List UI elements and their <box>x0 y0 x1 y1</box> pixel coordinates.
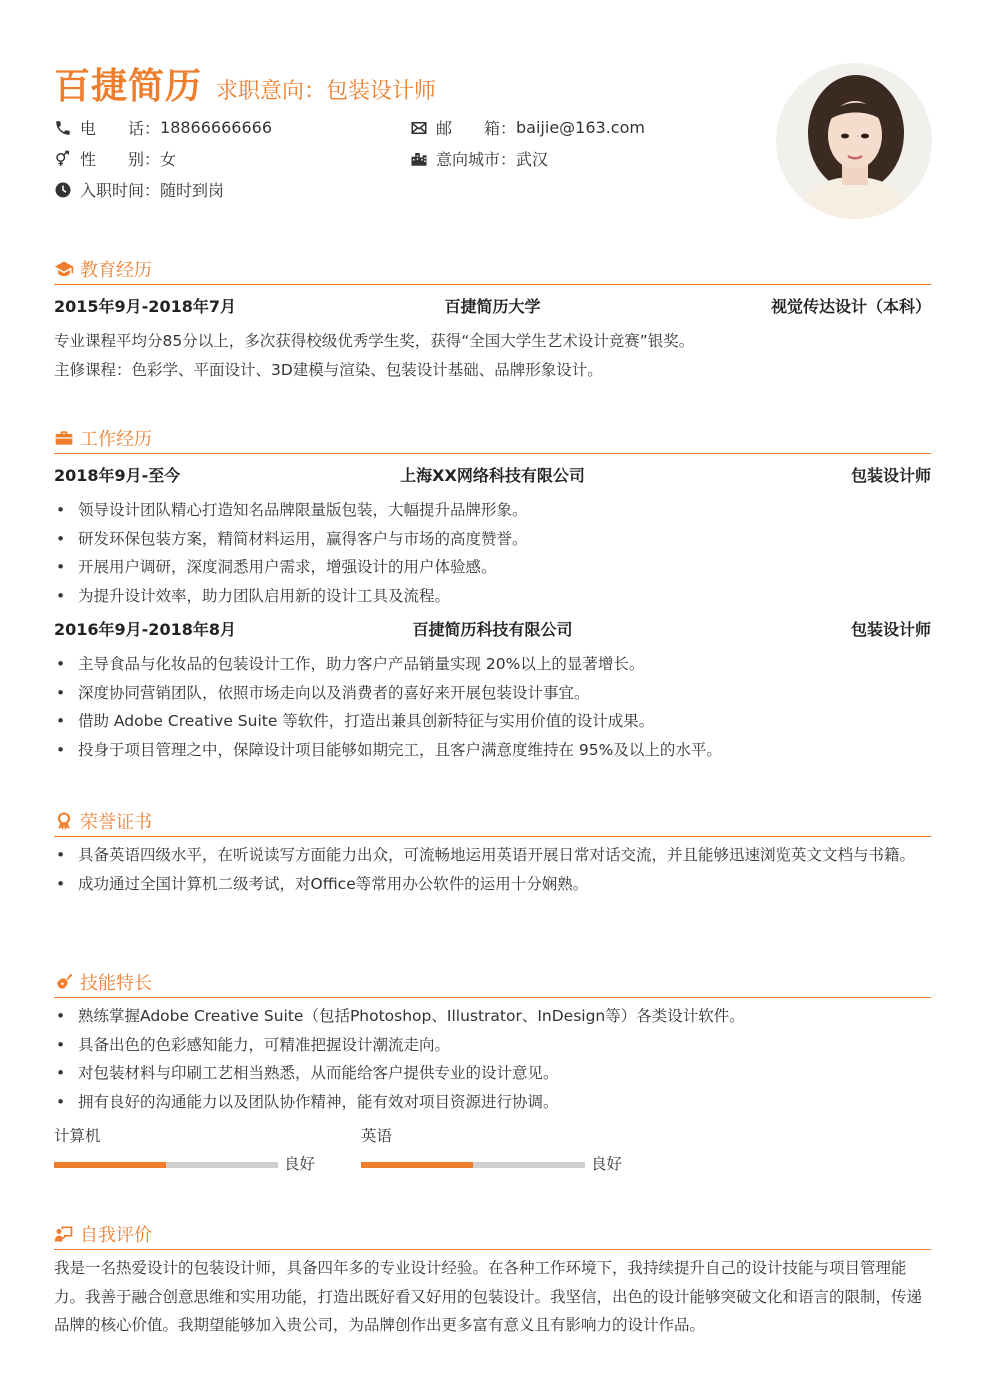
award-icon <box>54 811 74 831</box>
list-item: • 领导设计团队精心打造知名品牌限量版包装，大幅提升品牌形象。 <box>54 496 931 525</box>
start-time-item <box>54 178 224 201</box>
start-time-value: 随时到岗 <box>160 181 225 200</box>
honors-section <box>54 806 931 898</box>
skill-bar-fill <box>361 1162 473 1168</box>
city-icon <box>410 150 428 168</box>
education-row <box>54 291 931 319</box>
job-1-bullets <box>54 496 931 610</box>
email-value: baijie@163.com <box>516 118 645 137</box>
education-desc-1: 专业课程平均分85分以上，多次获得校级优秀学生奖，获得“全国大学生艺术设计竞赛”银奖。 <box>54 332 695 350</box>
education-title-text: 教育经历 <box>80 260 152 281</box>
job-2-period: 2016年9月-2018年8月 <box>54 619 236 639</box>
self-evaluation-section <box>54 1219 931 1340</box>
honors-title <box>54 806 931 837</box>
honor-1-text: 具备英语四级水平，在听说读写方面能力出众，可流畅地运用英语开展日常对话交流，并且能够迅速浏览英文文档与书籍。 <box>78 846 916 864</box>
education-period: 2015年9月-2018年7月 <box>54 296 236 316</box>
phone-label: 电 话： <box>80 119 161 138</box>
city-label: 意向城市： <box>436 150 517 169</box>
list-item: • 借助 Adobe Creative Suite 等软件，打造出兼具创新特征与实用价值的设计成果。 <box>54 707 931 736</box>
education-section <box>54 254 931 384</box>
city-value: 武汉 <box>516 150 549 169</box>
list-item: • 开展用户调研，深度洞悉用户需求，增强设计的用户体验感。 <box>54 553 931 582</box>
self-evaluation-text: 我是一名热爱设计的包装设计师，具备四年多的专业设计经验。在各种工作环境下，我持续提升自己的设计技能与项目管理能力。我善于融合创意思维和实用功能，打造出既好看又好用的包装设计。我坚信，出色的设计能够突破文化和语言的限制，传递品牌的核心价值。我期望能够加入贵公司，为品牌创作出更多富有意义且有影响力的设计作品。 <box>54 1259 923 1334</box>
job-2-company: 百捷简历科技有限公司 <box>412 619 573 639</box>
list-item: • 为提升设计效率，助力团队启用新的设计工具及流程。 <box>54 582 931 611</box>
skill-bar-english <box>361 1122 631 1173</box>
education-major: 视觉传达设计（本科） <box>770 296 931 316</box>
education-title <box>54 254 931 285</box>
work-title-text: 工作经历 <box>80 429 152 450</box>
name-row <box>54 58 774 109</box>
skill-bar-track <box>361 1162 585 1168</box>
skill-bar-fill <box>54 1162 166 1168</box>
work-section <box>54 423 931 764</box>
gender-item <box>54 147 176 170</box>
education-desc-2: 主修课程：色彩学、平面设计、3D建模与渲染、包装设计基础、品牌形象设计。 <box>54 360 603 379</box>
email-label: 邮 箱： <box>436 119 517 138</box>
self-evaluation-title-text: 自我评价 <box>80 1225 152 1246</box>
skill-bar-level: 良好 <box>284 1155 316 1173</box>
clock-icon <box>54 181 72 199</box>
job-1-company: 上海XX网络科技有限公司 <box>400 465 585 485</box>
list-item: • 拥有良好的沟通能力以及团队协作精神，能有效对项目资源进行协调。 <box>54 1088 931 1117</box>
job-1-row <box>54 460 931 488</box>
gender-icon <box>54 150 72 168</box>
skill-bars <box>54 1122 931 1182</box>
skill-bar-label: 英语 <box>361 1127 393 1145</box>
phone-value: 18866666666 <box>160 118 272 137</box>
list-item <box>54 841 931 870</box>
gender-value: 女 <box>160 150 177 169</box>
skill-bar-computer <box>54 1122 324 1173</box>
list-item: • 主导食品与化妆品的包装设计工作，助力客户产品销量实现 20%以上的显著增长。 <box>54 650 931 679</box>
job-1-period: 2018年9月-至今 <box>54 465 181 485</box>
skills-title-text: 技能特长 <box>80 973 152 994</box>
skills-bullets <box>54 1002 931 1116</box>
resume-header <box>54 58 774 109</box>
skill-bar-level: 良好 <box>591 1155 623 1173</box>
presenter-icon <box>54 1224 74 1244</box>
gender-label: 性 别： <box>80 150 161 169</box>
honors-title-text: 荣誉证书 <box>80 812 152 833</box>
profile-photo <box>776 63 932 219</box>
list-item: • 成功通过全国计算机二级考试，对Office等常用办公软件的运用十分娴熟。 <box>54 870 931 899</box>
job-2-bullets <box>54 650 931 764</box>
job-2-role: 包装设计师 <box>850 619 931 639</box>
phone-icon <box>54 119 72 137</box>
list-item: • 研发环保包装方案，精简材料运用，赢得客户与市场的高度赞誉。 <box>54 525 931 554</box>
skill-bar-label: 计算机 <box>54 1127 101 1145</box>
phone-item <box>54 116 272 139</box>
education-school: 百捷简历大学 <box>444 296 541 316</box>
work-title <box>54 423 931 454</box>
email-item <box>410 116 645 139</box>
list-item: • 投身于项目管理之中，保障设计项目能够如期完工，且客户满意度维持在 95%及以上的水平。 <box>54 736 931 765</box>
job-2-row <box>54 614 931 642</box>
skills-section <box>54 967 931 1182</box>
guitar-icon <box>54 972 74 992</box>
envelope-icon <box>410 119 428 137</box>
self-evaluation-title <box>54 1219 931 1250</box>
job-intent: 求职意向：包装设计师 <box>216 79 437 104</box>
start-time-label: 入职时间： <box>80 181 161 200</box>
briefcase-icon <box>54 428 74 448</box>
list-item: • 熟练掌握Adobe Creative Suite（包括Photoshop、Illustrator、InDesign等）各类设计软件。 <box>54 1002 931 1031</box>
list-item: • 深度协同营销团队，依照市场走向以及消费者的喜好来开展包装设计事宜。 <box>54 679 931 708</box>
honors-bullets <box>54 841 931 898</box>
candidate-name: 百捷简历 <box>54 66 203 107</box>
job-1-role: 包装设计师 <box>850 465 931 485</box>
graduation-cap-icon <box>54 259 74 279</box>
city-item <box>410 147 548 170</box>
skills-title <box>54 967 931 998</box>
list-item: • 对包装材料与印刷工艺相当熟悉，从而能给客户提供专业的设计意见。 <box>54 1059 931 1088</box>
list-item: • 具备出色的色彩感知能力，可精准把握设计潮流走向。 <box>54 1031 931 1060</box>
skill-bar-track <box>54 1162 278 1168</box>
